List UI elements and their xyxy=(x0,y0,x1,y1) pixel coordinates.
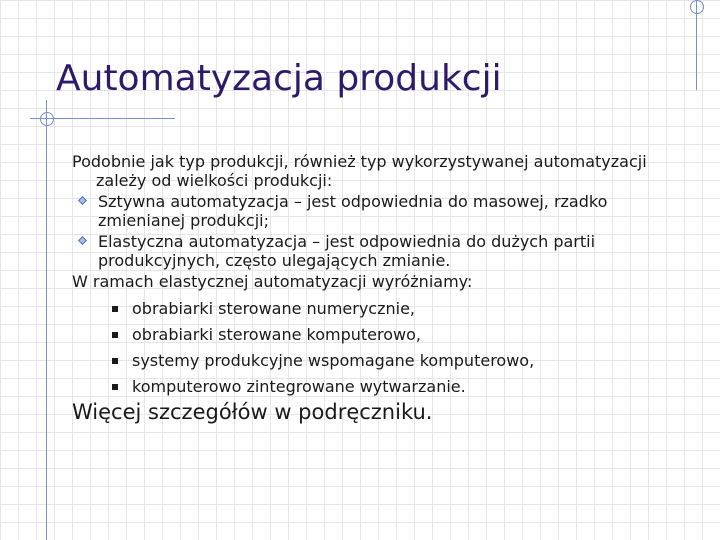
list-item-text: komputerowo zintegrowane wytwarzanie. xyxy=(132,377,466,396)
diamond-bullet-icon xyxy=(78,236,87,245)
square-bullet-icon xyxy=(112,358,118,364)
diamond-bullet-icon xyxy=(78,196,87,205)
sub-item-text: Elastyczna automatyzacja – jest odpowiednia do dużych partii produkcyjnych, często ulegających zmianie. xyxy=(98,232,596,270)
square-bullet-icon xyxy=(112,384,118,390)
second-paragraph: W ramach elastycznej automatyzacji wyróżniamy: xyxy=(72,272,473,291)
title-circle-marker xyxy=(40,112,54,126)
list-item-text: obrabiarki sterowane numerycznie, xyxy=(132,299,416,318)
list-item-text: systemy produkcyjne wspomagane komputerowo, xyxy=(132,351,535,370)
top-right-circle xyxy=(690,0,704,14)
slide-title: Automatyzacja produkcji xyxy=(56,58,502,99)
left-vertical-line xyxy=(46,100,47,540)
sub-item xyxy=(72,232,692,270)
square-bullet-icon xyxy=(112,306,118,312)
footer-note: Więcej szczegółów w podręczniku. xyxy=(72,400,433,424)
intro-paragraph: Podobnie jak typ produkcji, również typ wykorzystywanej automatyzacji zależy od wielkości produkcji: xyxy=(72,152,647,190)
list-item xyxy=(72,325,692,344)
list-item xyxy=(72,377,692,396)
list-item-text: obrabiarki sterowane komputerowo, xyxy=(132,325,421,344)
slide-content xyxy=(72,152,692,443)
sub-item-text: Sztywna automatyzacja – jest odpowiednia do masowej, rzadko zmienianej produkcji; xyxy=(98,192,608,230)
square-bullet-icon xyxy=(112,332,118,338)
list-item xyxy=(72,299,692,318)
list-item xyxy=(72,351,692,370)
sub-item xyxy=(72,192,692,230)
